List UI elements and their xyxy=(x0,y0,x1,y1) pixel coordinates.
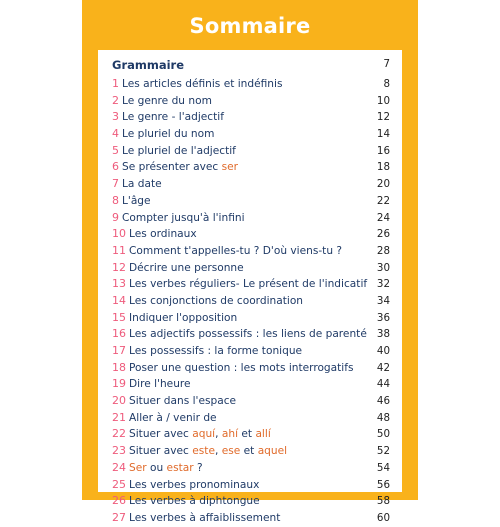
entry-title xyxy=(129,479,259,491)
entry-page: 48 xyxy=(376,411,390,424)
entry-title xyxy=(129,428,271,440)
entry-page: 8 xyxy=(383,78,390,90)
entry-title-text: Dire l'heure xyxy=(129,378,191,391)
entry-number: 22 xyxy=(112,427,126,441)
toc-entry[interactable] xyxy=(112,126,390,143)
entry-highlight-word: allí xyxy=(255,428,271,441)
toc-entry[interactable] xyxy=(112,393,390,410)
entry-title xyxy=(129,445,287,457)
entry-page: 10 xyxy=(376,94,390,107)
toc-entry[interactable] xyxy=(112,243,390,260)
entry-title-text: Les possessifs : la forme tonique xyxy=(129,345,303,357)
toc-entry[interactable] xyxy=(112,343,390,360)
entry-title xyxy=(129,495,260,507)
toc-entry[interactable] xyxy=(112,193,390,210)
entry-number: 24 xyxy=(112,460,126,474)
entry-title-text: L'âge xyxy=(122,194,151,207)
toc-entry[interactable] xyxy=(112,93,390,110)
entry-title-text: Compter jusqu'à l'infini xyxy=(122,211,245,224)
toc-entry[interactable] xyxy=(112,410,390,427)
entry-number: 23 xyxy=(112,444,126,458)
entry-title-text: et xyxy=(240,445,258,458)
entry-highlight-word: Ser xyxy=(129,461,147,474)
entry-title xyxy=(129,378,191,390)
entry-number: 13 xyxy=(112,277,126,291)
entry-title-text: Les verbes réguliers- Le présent de l'indicatif xyxy=(129,278,368,291)
entry-title-text: Poser une question : les mots interrogatifs xyxy=(129,361,354,374)
entry-page: 14 xyxy=(376,128,390,141)
entry-number: 17 xyxy=(112,344,126,357)
entry-title xyxy=(129,262,244,274)
entry-title xyxy=(122,195,151,207)
entry-title-text: ou xyxy=(146,461,167,474)
entry-number: 14 xyxy=(112,293,126,307)
entry-title-text: Les conjonctions de coordination xyxy=(129,294,304,307)
toc-sheet xyxy=(98,50,402,524)
entry-page: 20 xyxy=(376,178,390,191)
entry-number: 27 xyxy=(112,510,126,524)
entry-page: 32 xyxy=(376,278,390,291)
toc-entry[interactable] xyxy=(112,143,390,160)
entry-title-text: Les verbes pronominaux xyxy=(129,478,260,491)
entry-highlight-word: este xyxy=(192,445,215,458)
toc-list xyxy=(112,76,390,527)
toc-entry[interactable] xyxy=(112,360,390,377)
entry-number: 10 xyxy=(112,227,126,241)
entry-title-text: Les verbes à affaiblissement xyxy=(129,511,281,524)
toc-entry[interactable] xyxy=(112,426,390,443)
entry-page: 38 xyxy=(376,328,390,341)
toc-entry[interactable] xyxy=(112,176,390,193)
entry-title-text: La date xyxy=(122,178,162,191)
entry-number: 26 xyxy=(112,494,126,508)
entry-page: 24 xyxy=(376,211,390,224)
entry-number: 19 xyxy=(112,377,126,391)
entry-page: 16 xyxy=(376,144,390,157)
entry-page: 42 xyxy=(376,361,390,374)
entry-title-text: Se présenter avec xyxy=(122,161,222,174)
entry-page: 52 xyxy=(376,445,390,458)
entry-page: 58 xyxy=(376,495,390,508)
toc-entry[interactable] xyxy=(112,510,390,527)
entry-title-text: Aller à / venir de xyxy=(129,411,217,424)
entry-title-text: Le genre - l'adjectif xyxy=(122,111,224,124)
entry-title xyxy=(122,178,162,190)
entry-highlight-word: aquí xyxy=(192,428,216,441)
entry-page: 40 xyxy=(376,345,390,357)
entry-title-text: Indiquer l'opposition xyxy=(129,311,238,324)
entry-title xyxy=(129,362,354,374)
entry-title xyxy=(129,295,303,307)
entry-page: 54 xyxy=(376,461,390,474)
entry-number: 8 xyxy=(112,193,119,207)
toc-entry[interactable] xyxy=(112,293,390,310)
entry-number: 11 xyxy=(112,243,126,257)
entry-title xyxy=(122,78,282,90)
toc-entry[interactable] xyxy=(112,376,390,393)
entry-title-text: Les ordinaux xyxy=(129,228,197,241)
entry-title-text: Les verbes à diphtongue xyxy=(129,495,260,508)
entry-title xyxy=(129,278,367,290)
page-title: Sommaire xyxy=(189,14,311,38)
entry-page: 28 xyxy=(376,244,390,257)
entry-title-text: Le genre du nom xyxy=(122,94,212,107)
entry-title xyxy=(129,312,237,324)
entry-highlight-word: ese xyxy=(221,445,241,458)
toc-entry[interactable] xyxy=(112,276,390,293)
entry-number: 4 xyxy=(112,127,119,141)
section-label: Grammaire xyxy=(112,58,185,72)
entry-title-text: Le pluriel de l'adjectif xyxy=(122,144,236,157)
entry-title-text: Les adjectifs possessifs : les liens de parenté xyxy=(129,328,367,341)
entry-page: 18 xyxy=(376,161,390,174)
toc-entry[interactable] xyxy=(112,477,390,494)
entry-highlight-word: estar xyxy=(166,461,194,474)
toc-entry[interactable] xyxy=(112,159,390,176)
toc-entry[interactable] xyxy=(112,76,390,93)
toc-entry[interactable] xyxy=(112,226,390,243)
entry-title xyxy=(129,512,280,524)
entry-page: 22 xyxy=(376,194,390,207)
entry-title-text: , xyxy=(215,428,222,441)
entry-title xyxy=(129,328,367,340)
entry-title-text: Situer avec xyxy=(129,428,193,441)
entry-title-text: Situer avec xyxy=(129,445,193,458)
entry-title-text: , xyxy=(214,445,222,458)
entry-number: 18 xyxy=(112,360,126,374)
toc-entry[interactable] xyxy=(112,326,390,343)
toc-entry[interactable] xyxy=(112,109,390,126)
entry-number: 6 xyxy=(112,160,119,174)
entry-page: 36 xyxy=(376,311,390,324)
entry-title-text: Comment t'appelles-tu ? D'où viens-tu ? xyxy=(129,244,343,257)
entry-title xyxy=(122,145,236,157)
toc-entry[interactable] xyxy=(112,493,390,510)
entry-highlight-word: ser xyxy=(221,161,238,174)
toc-entry[interactable] xyxy=(112,210,390,227)
entry-page: 12 xyxy=(376,111,390,124)
entry-title xyxy=(122,212,245,224)
entry-title xyxy=(129,245,342,257)
toc-entry[interactable] xyxy=(112,443,390,460)
toc-entry[interactable] xyxy=(112,260,390,277)
entry-page: 46 xyxy=(376,395,390,408)
entry-page: 60 xyxy=(376,511,390,524)
entry-title xyxy=(122,128,214,140)
entry-title-text: Décrire une personne xyxy=(129,261,244,274)
entry-title xyxy=(129,395,236,407)
entry-page: 44 xyxy=(376,378,390,391)
entry-number: 25 xyxy=(112,477,126,491)
entry-title xyxy=(129,412,217,424)
entry-page: 34 xyxy=(376,294,390,307)
entry-number: 3 xyxy=(112,110,119,124)
entry-number: 21 xyxy=(112,410,126,424)
entry-title xyxy=(122,161,238,173)
entry-title-text: Situer dans l'espace xyxy=(129,395,237,408)
entry-number: 1 xyxy=(112,77,119,90)
section-page: 7 xyxy=(383,58,390,70)
entry-title xyxy=(129,345,302,357)
entry-number: 20 xyxy=(112,394,126,408)
entry-number: 16 xyxy=(112,327,126,341)
entry-number: 5 xyxy=(112,143,119,157)
entry-number: 7 xyxy=(112,177,119,191)
entry-page: 50 xyxy=(376,428,390,441)
entry-title-text: Les articles définis et indéfinis xyxy=(122,78,283,90)
section-heading xyxy=(112,58,390,74)
toc-entry[interactable] xyxy=(112,460,390,477)
entry-title xyxy=(129,228,197,240)
entry-title xyxy=(129,462,203,474)
entry-number: 9 xyxy=(112,210,119,224)
entry-page: 30 xyxy=(376,261,390,274)
entry-page: 26 xyxy=(376,228,390,241)
toc-entry[interactable] xyxy=(112,310,390,327)
entry-title xyxy=(122,111,224,123)
sommaire-frame xyxy=(82,0,418,524)
entry-highlight-word: ahí xyxy=(221,428,239,441)
entry-page: 56 xyxy=(376,478,390,491)
entry-title xyxy=(122,95,212,107)
entry-title-text: et xyxy=(238,428,256,441)
entry-number: 15 xyxy=(112,310,126,324)
entry-title-text: ? xyxy=(193,461,203,474)
entry-highlight-word: aquel xyxy=(257,445,288,458)
entry-number: 12 xyxy=(112,260,126,274)
entry-number: 2 xyxy=(112,93,119,107)
entry-title-text: Le pluriel du nom xyxy=(122,128,215,141)
